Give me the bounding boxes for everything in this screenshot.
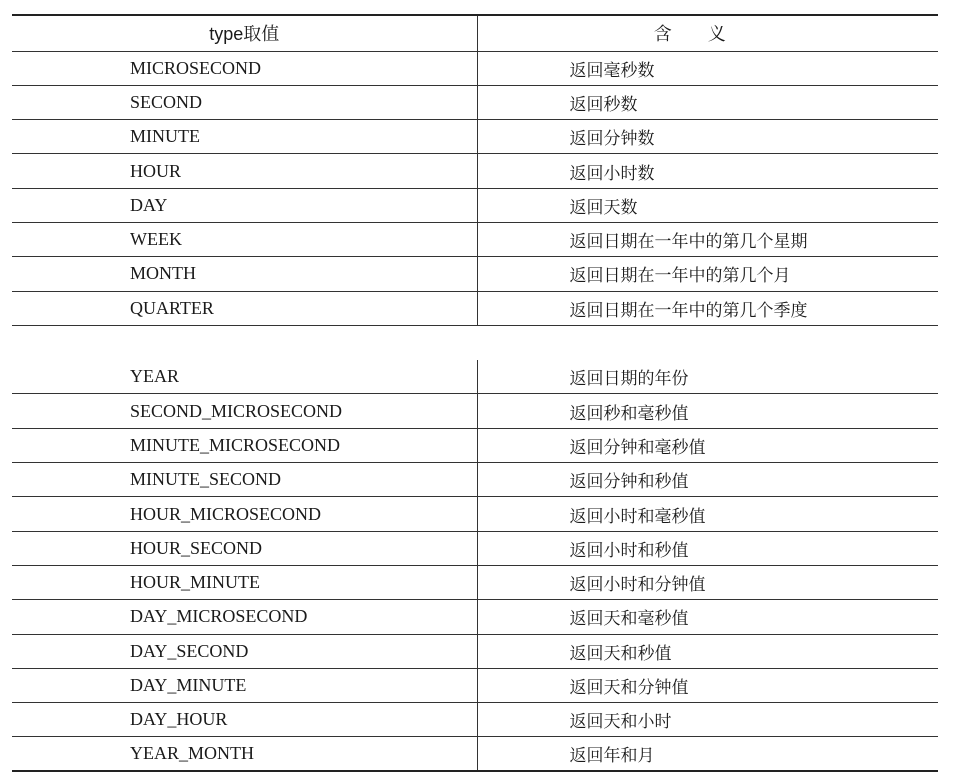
meaning-cell: 返回小时和毫秒值 <box>477 497 938 531</box>
meaning-cell: 返回天数 <box>477 188 938 222</box>
meaning-cell: 返回日期在一年中的第几个星期 <box>477 222 938 256</box>
page-break-gap <box>12 325 938 359</box>
table-row <box>12 154 938 188</box>
table-row <box>12 634 938 668</box>
type-value-cell: MINUTE_SECOND <box>12 463 477 497</box>
meaning-cell: 返回秒和毫秒值 <box>477 394 938 428</box>
type-value-cell: SECOND_MICROSECOND <box>12 394 477 428</box>
type-values-table <box>12 14 938 772</box>
type-value-cell: MINUTE <box>12 120 477 154</box>
meaning-cell: 返回小时数 <box>477 154 938 188</box>
table-row <box>12 428 938 462</box>
type-value-cell: DAY_MINUTE <box>12 668 477 702</box>
meaning-cell: 返回年和月 <box>477 737 938 771</box>
type-value-cell: HOUR_MICROSECOND <box>12 497 477 531</box>
type-value-cell: YEAR <box>12 360 477 394</box>
type-values-table-container <box>12 14 938 772</box>
meaning-cell: 返回小时和分钟值 <box>477 565 938 599</box>
table-row <box>12 497 938 531</box>
table-row <box>12 565 938 599</box>
type-value-cell: MICROSECOND <box>12 51 477 85</box>
gap-cell <box>477 325 938 359</box>
meaning-cell: 返回日期在一年中的第几个月 <box>477 257 938 291</box>
meaning-cell: 返回分钟和毫秒值 <box>477 428 938 462</box>
gap-cell <box>12 325 477 359</box>
table-row <box>12 291 938 325</box>
meaning-cell: 返回毫秒数 <box>477 51 938 85</box>
type-value-cell: DAY <box>12 188 477 222</box>
table-row <box>12 463 938 497</box>
type-value-cell: QUARTER <box>12 291 477 325</box>
type-value-cell: MONTH <box>12 257 477 291</box>
table-row <box>12 703 938 737</box>
type-value-cell: YEAR_MONTH <box>12 737 477 771</box>
header-row <box>12 15 938 51</box>
table-row <box>12 531 938 565</box>
table-row <box>12 222 938 256</box>
header-type-value: type取值 <box>12 15 477 51</box>
type-value-cell: WEEK <box>12 222 477 256</box>
header-meaning-text: 含义 <box>653 24 762 45</box>
table-row <box>12 394 938 428</box>
meaning-cell: 返回天和分钟值 <box>477 668 938 702</box>
table-row <box>12 51 938 85</box>
table-row <box>12 668 938 702</box>
meaning-cell: 返回分钟数 <box>477 120 938 154</box>
type-value-cell: DAY_HOUR <box>12 703 477 737</box>
meaning-cell: 返回日期在一年中的第几个季度 <box>477 291 938 325</box>
type-value-cell: HOUR_MINUTE <box>12 565 477 599</box>
meaning-cell: 返回天和毫秒值 <box>477 600 938 634</box>
meaning-cell: 返回日期的年份 <box>477 360 938 394</box>
type-value-cell: HOUR_SECOND <box>12 531 477 565</box>
table-row <box>12 120 938 154</box>
table-row <box>12 85 938 119</box>
table-row <box>12 257 938 291</box>
type-value-cell: SECOND <box>12 85 477 119</box>
table-row <box>12 360 938 394</box>
type-value-cell: HOUR <box>12 154 477 188</box>
header-meaning <box>477 15 938 51</box>
type-value-cell: DAY_MICROSECOND <box>12 600 477 634</box>
meaning-cell: 返回天和秒值 <box>477 634 938 668</box>
table-row <box>12 737 938 771</box>
meaning-cell: 返回天和小时 <box>477 703 938 737</box>
meaning-cell: 返回小时和秒值 <box>477 531 938 565</box>
table-row <box>12 188 938 222</box>
table-body <box>12 51 938 771</box>
type-value-cell: DAY_SECOND <box>12 634 477 668</box>
table-row <box>12 600 938 634</box>
meaning-cell: 返回分钟和秒值 <box>477 463 938 497</box>
table-header <box>12 15 938 51</box>
meaning-cell: 返回秒数 <box>477 85 938 119</box>
type-value-cell: MINUTE_MICROSECOND <box>12 428 477 462</box>
